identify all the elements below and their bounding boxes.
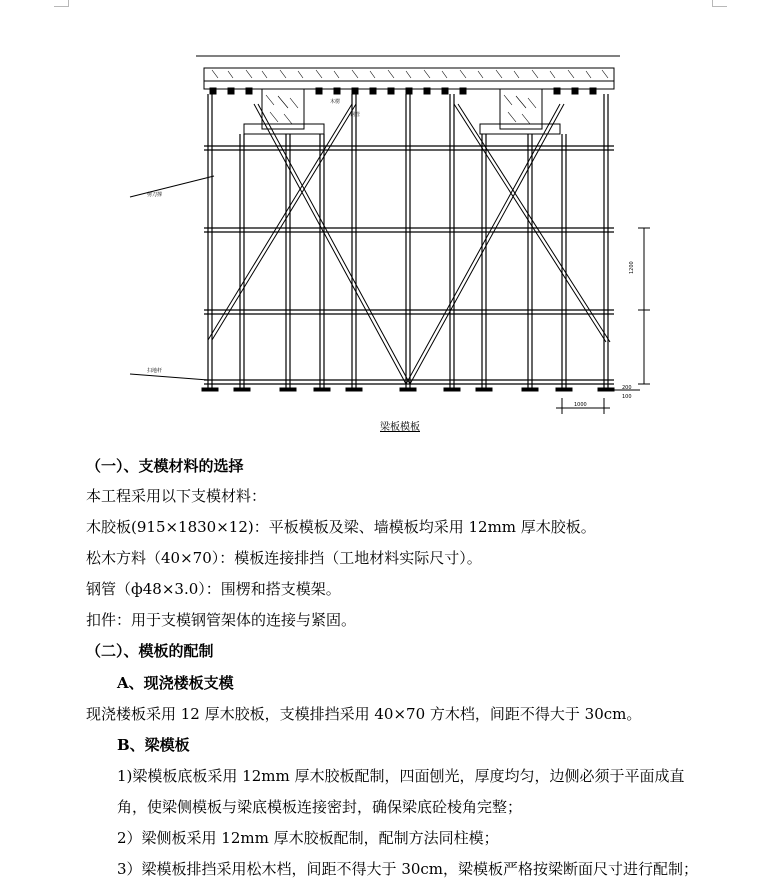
section1-intro: 本工程采用以下支模材料： (86, 487, 267, 505)
beam-item-1-line2: 角，使梁侧模板与梁底模板连接密封，确保梁底砼棱角完整； (117, 798, 523, 816)
label-bottom-dim: 1000 (574, 402, 587, 408)
beam-item-3: 3）梁模板排挡采用松木档，间距不得大于 30cm，梁模板严格按梁断面尺寸进行配制； (117, 860, 699, 878)
subsection-a-text: 现浇楼板采用 12 厚木胶板，支模排挡采用 40×70 方木档，间距不得大于 30cm。 (86, 705, 642, 723)
material-coupler: 扣件：用于支模钢管架体的连接与紧固。 (86, 611, 357, 629)
label-sweep-rod: 扫地杆 (147, 368, 163, 374)
subsection-b-heading: B、梁模板 (117, 736, 190, 754)
label-scissor-brace: 剪刀撑 (147, 192, 163, 198)
section1-heading: （一）、支模材料的选择 (86, 457, 244, 475)
beam-item-1-line1: 1)梁模板底板采用 12mm 厚木胶板配制，四面刨光，厚度均匀，边侧必须于平面成直 (117, 767, 685, 785)
label-steel-pipe: 钢管 (350, 112, 361, 118)
label-bottom-right-b: 100 (622, 394, 632, 400)
label-bottom-right-a: 200 (622, 385, 632, 391)
section2-heading: （二）、模板的配制 (86, 642, 214, 660)
beam-item-2: 2）梁侧板采用 12mm 厚木胶板配制，配制方法同柱模； (117, 829, 499, 847)
label-joist: 木楞 (330, 99, 341, 105)
material-plywood: 木胶板(915×1830×12)：平板模板及梁、墙模板均采用 12mm 厚木胶板。 (86, 518, 596, 536)
material-steel-pipe: 钢管（ф48×3.0）：围楞和搭支模架。 (86, 580, 341, 598)
label-right-dim: 1200 (629, 261, 635, 274)
figure-caption: 梁板模板 (380, 422, 420, 433)
material-timber: 松木方料（40×70）：模板连接排挡（工地材料实际尺寸）。 (86, 549, 482, 567)
subsection-a-heading: A、现浇楼板支模 (117, 674, 234, 692)
